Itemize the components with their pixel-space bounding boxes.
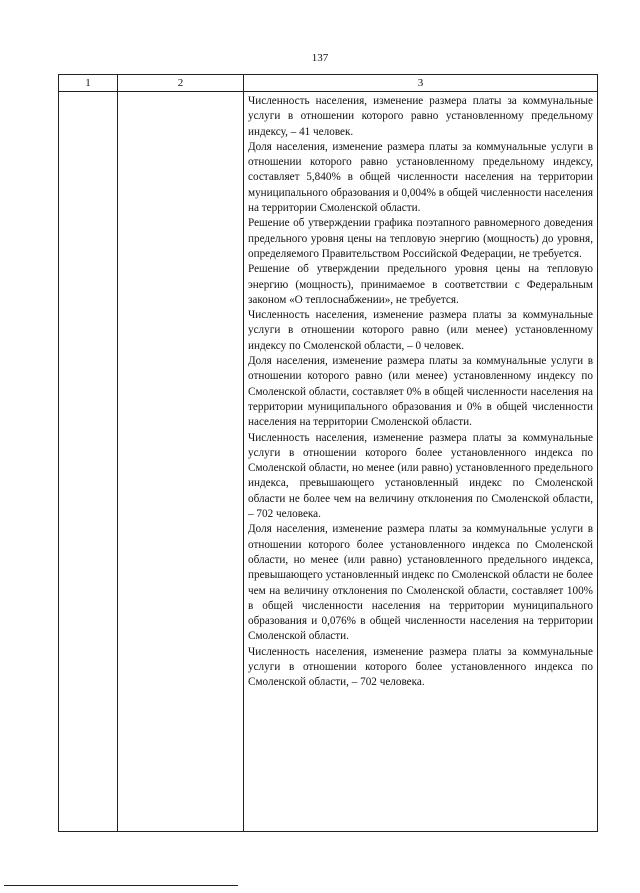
page-number: 137 (311, 52, 329, 64)
cell-column-1 (59, 92, 118, 832)
table-row (59, 92, 598, 832)
table-header-row (59, 75, 598, 92)
column-header-1: 1 (59, 75, 118, 92)
paragraph-share-within-deviation: Доля населения, изменение размера платы за коммунальные услуги в отношении которого более установленного индекса по Смоленской области, но менее (или равно) установленного предельного индекса, превышающего установленный индекс по Смоленской области не более чем на величину отклонения по Смоленской области, составляет 100% в общей численности населения на территории муниципального образования и 0,076% в общей численности населения на территории Смоленской области. (248, 523, 593, 643)
document-table (58, 74, 598, 832)
column-header-2: 2 (118, 75, 244, 92)
paragraph-share-limit-index: Доля населения, изменение размера платы за коммунальные услуги в отношении которого равно установленному предельному индексу, составляет 5,840% в общей численности населения на территории муниципального образования и 0,004% в общей численности населения на территории Смоленской области. (248, 140, 593, 215)
cell-column-3 (244, 92, 598, 832)
paragraph-population-within-deviation: Численность населения, изменение размера платы за коммунальные услуги в отношении которого более установленного индекса по Смоленской области, но менее (или равно) установленного предельного индекса, превышающего установленный индекс по Смоленской области не более чем на величину отклонения по Смоленской области, – 702 человека. (248, 431, 593, 521)
paragraph-share-below-index: Доля населения, изменение размера платы за коммунальные услуги в отношении которого равно (или менее) установленному индексу по Смоленской области, составляет 0% в общей численности населения на территории муниципального образования и 0% в общей численности населения на территории Смоленской области. (248, 355, 593, 429)
cell-column-2 (118, 92, 244, 832)
paragraph-population-above-index: Численность населения, изменение размера платы за коммунальные услуги в отношении которого более установленного индекса по Смоленской области, – 702 человека. (248, 645, 593, 689)
footer-divider (4, 885, 238, 886)
column-header-3: 3 (244, 75, 598, 92)
paragraph-population-limit-index: Численность населения, изменение размера платы за коммунальные услуги в отношении которого равно установленному предельному индексу, – 41 человек. (248, 95, 593, 138)
paragraph-price-schedule-decision: Решение об утверждении графика поэтапного равномерного доведения предельного уровня цены на тепловую энергию (мощность) до уровня, определяемого Правительством Российской Федерации, не требуется. (248, 217, 593, 260)
paragraph-price-limit-decision: Решение об утверждении предельного уровня цены на тепловую энергию (мощность), принимаемое в соответствии с Федеральным законом «О теплоснабжении», не требуется. (248, 263, 593, 306)
paragraph-population-below-index: Численность населения, изменение размера платы за коммунальные услуги в отношении которого равно (или менее) установленному индексу по Смоленской области, – 0 человек. (248, 309, 593, 352)
